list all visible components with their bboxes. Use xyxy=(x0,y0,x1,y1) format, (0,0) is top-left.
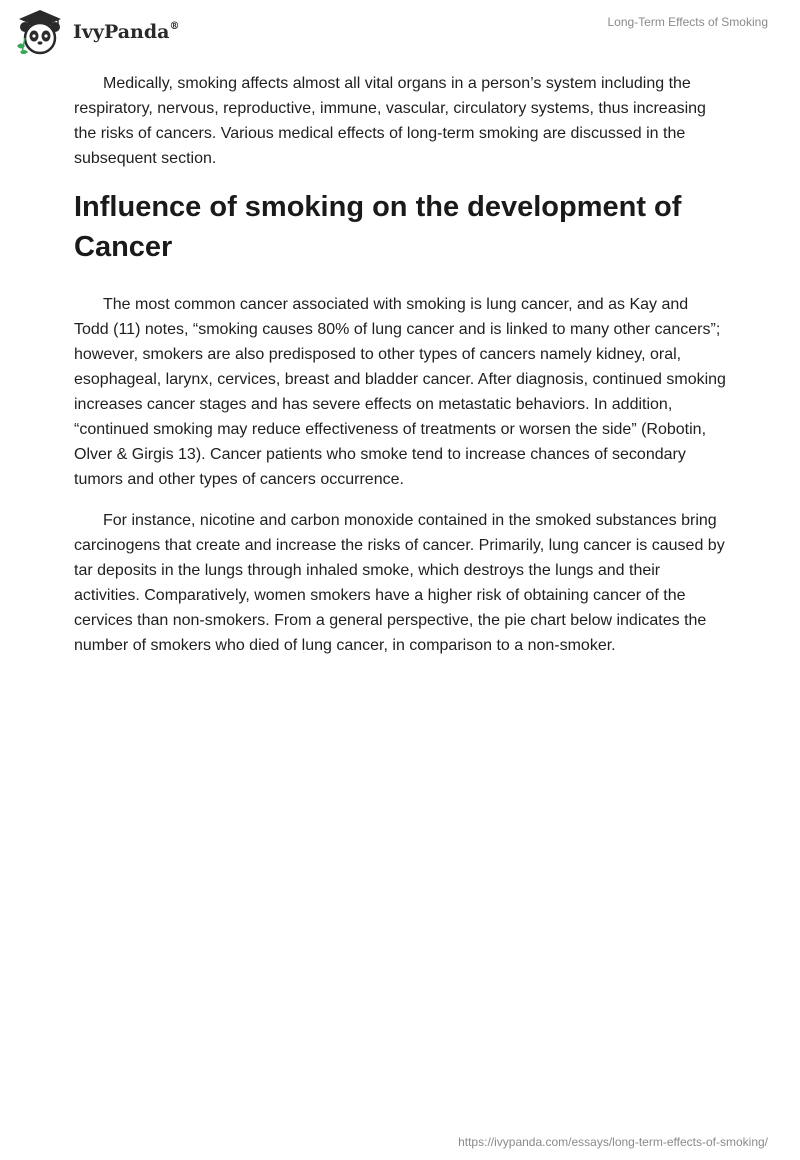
brand-name: IvyPanda® xyxy=(73,20,180,43)
section-heading: Influence of smoking on the development of Cancer xyxy=(74,191,682,263)
essay-content xyxy=(74,71,726,674)
footer-url[interactable]: https://ivypanda.com/essays/long-term-effects-of-smoking/ xyxy=(458,1135,768,1149)
paragraph: Medically, smoking affects almost all vital organs in a person’s system including the respiratory, nervous, reproductive, immune, vascular, circulatory systems, thus increasing the risks of cancers. Various medical effects of long-term smoking are discussed in the subsequent section. xyxy=(74,75,706,167)
brand-logo[interactable] xyxy=(15,8,179,58)
paragraph: For instance, nicotine and carbon monoxide contained in the smoked substances bring carcinogens that create and increase the risks of cancer. Primarily, lung cancer is caused by tar deposits in the lungs through inhaled smoke, which destroys the lungs and their activities. Comparatively, women smokers have a higher risk of obtaining cancer of the cervices than non-smokers. From a general perspective, the pie chart below indicates the number of smokers who died of lung cancer, in comparison to a non-smoker. xyxy=(74,512,725,654)
paragraph: The most common cancer associated with smoking is lung cancer, and as Kay and Todd (11) notes, “smoking causes 80% of lung cancer and is linked to many other cancers”; however, smokers are also predisposed to other types of cancers namely kidney, oral, esophageal, larynx, cervices, breast and bladder cancer. After diagnosis, continued smoking increases cancer stages and has severe effects on metastatic behaviors. In addition, “continued smoking may reduce effectiveness of treatments or worsen the side” (Robotin, Olver & Girgis 13). Cancer patients who smoke tend to increase chances of secondary tumors and other types of cancers occurrence. xyxy=(74,296,726,488)
panda-graduation-cap-icon xyxy=(15,8,65,58)
registered-mark: ® xyxy=(169,20,180,32)
running-title: Long-Term Effects of Smoking xyxy=(607,15,768,29)
